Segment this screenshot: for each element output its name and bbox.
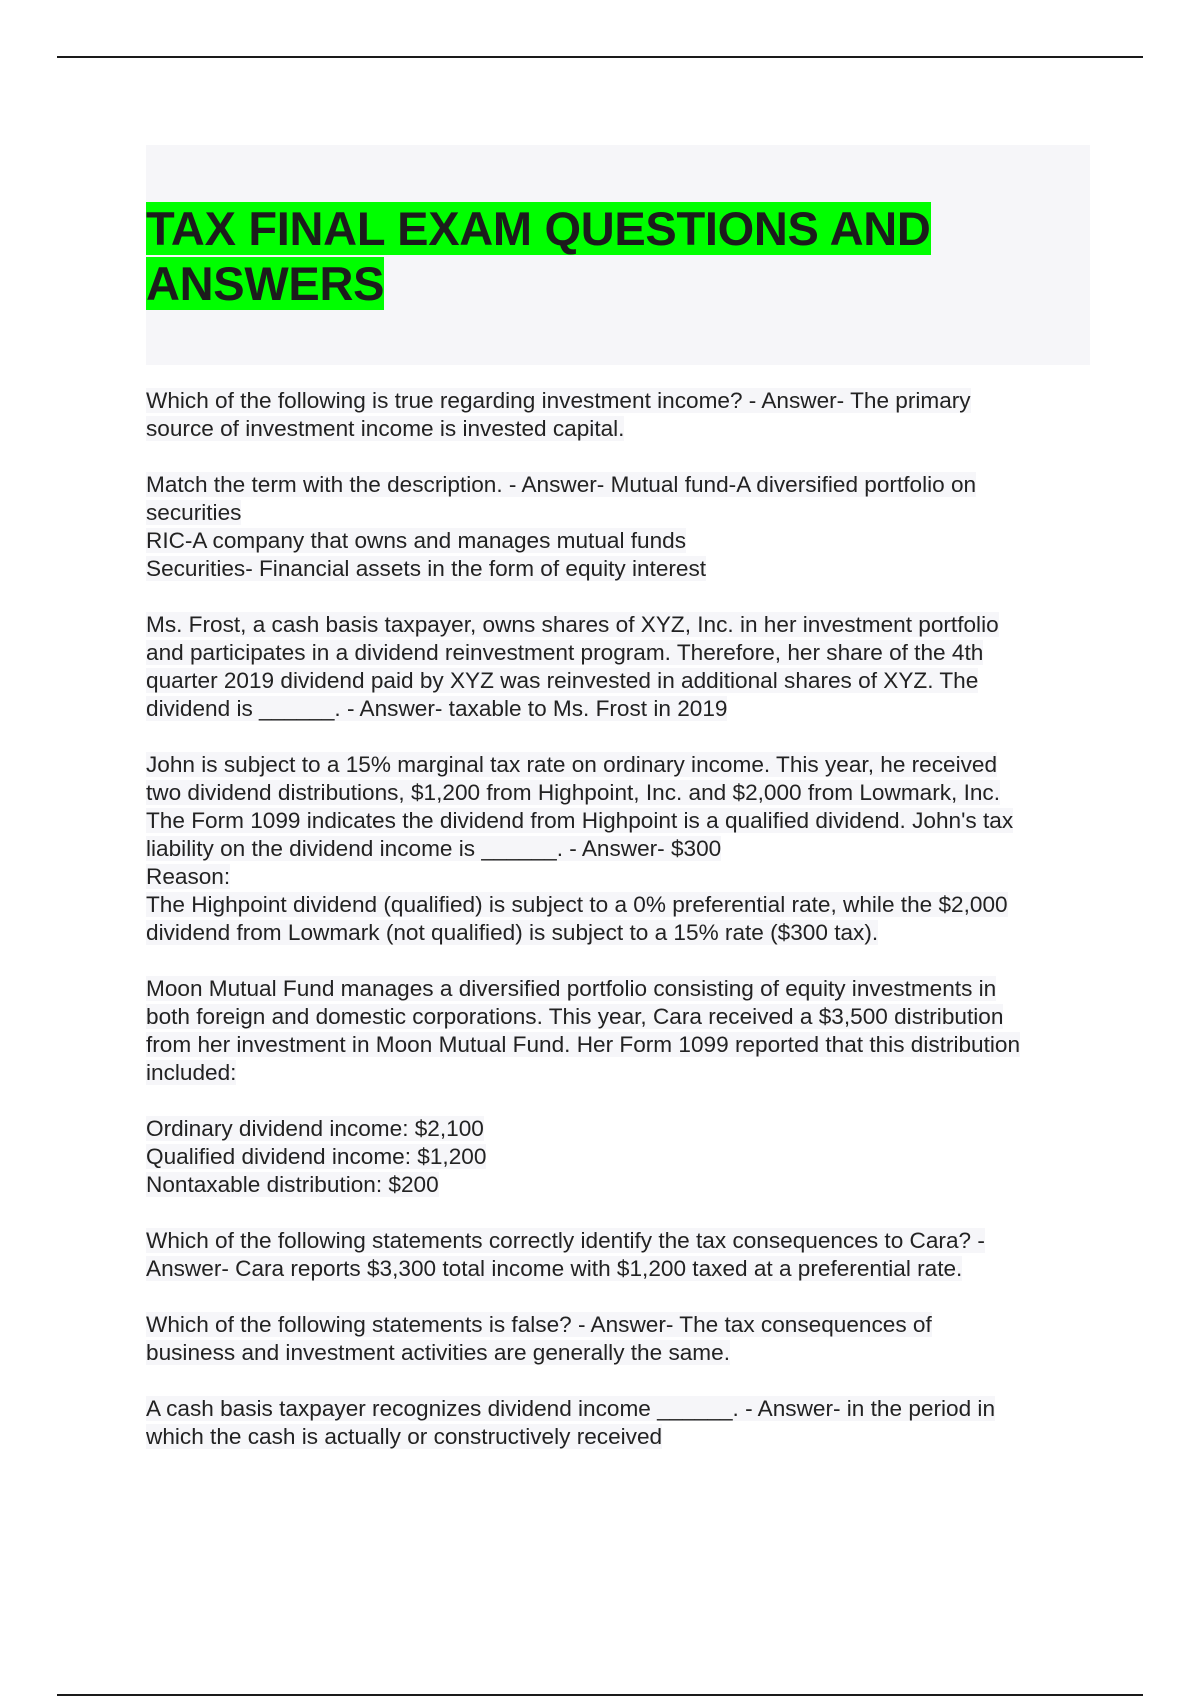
qa-line [146,1395,1090,1423]
qa-line [146,779,1090,807]
qa-line [146,919,1090,947]
qa-entry [146,975,1090,1283]
qa-line-text: Match the term with the description. - Answer- Mutual fund-A diversified portfolio on [146,472,977,497]
qa-line [146,639,1090,667]
qa-line-text: Nontaxable distribution: $200 [146,1172,439,1197]
qa-line [146,1227,1090,1255]
qa-line-text: Moon Mutual Fund manages a diversified portfolio consisting of equity investments in [146,976,997,1001]
qa-line-text: two dividend distributions, $1,200 from Highpoint, Inc. and $2,000 from Lowmark, Inc. [146,780,1000,805]
top-rule [57,56,1143,58]
qa-line [146,1423,1090,1451]
qa-entry [146,611,1090,723]
qa-line-text: Which of the following statements correctly identify the tax consequences to Cara? - [146,1228,985,1253]
qa-line [146,527,1090,555]
qa-line [146,891,1090,919]
qa-line-text: securities [146,500,242,525]
qa-entry [146,1311,1090,1367]
qa-line [146,611,1090,639]
qa-line [146,1003,1090,1031]
qa-entry [146,471,1090,583]
qa-entry [146,1395,1090,1451]
qa-line [146,1143,1090,1171]
qa-line-text: Which of the following is true regarding investment income? - Answer- The primary [146,388,971,413]
qa-line [146,975,1090,1003]
qa-line-text: which the cash is actually or constructively received [146,1424,663,1449]
qa-line-text: Ordinary dividend income: $2,100 [146,1116,484,1141]
title-band [146,145,1090,365]
qa-line-text: business and investment activities are generally the same. [146,1340,730,1365]
qa-line-text: and participates in a dividend reinvestment program. Therefore, her share of the 4th [146,640,984,665]
qa-line-text: Qualified dividend income: $1,200 [146,1144,487,1169]
qa-line-text: both foreign and domestic corporations. This year, Cara received a $3,500 distribution [146,1004,1004,1029]
qa-line [146,807,1090,835]
qa-line-text: Which of the following statements is false? - Answer- The tax consequences of [146,1312,932,1337]
qa-entry [146,387,1090,443]
qa-line-text: dividend from Lowmark (not qualified) is subject to a 15% rate ($300 tax). [146,920,879,945]
bottom-rule [57,1694,1143,1696]
qa-line [146,415,1090,443]
qa-line-text: The Highpoint dividend (qualified) is subject to a 0% preferential rate, while the $2,000 [146,892,1008,917]
qa-line-text: Reason: [146,864,231,889]
qa-line [146,555,1090,583]
paragraph-gap [146,1087,1090,1115]
qa-line [146,1171,1090,1199]
qa-line-text: Securities- Financial assets in the form of equity interest [146,556,707,581]
qa-line [146,387,1090,415]
qa-line-text: source of investment income is invested capital. [146,416,625,441]
qa-line-text: Ms. Frost, a cash basis taxpayer, owns shares of XYZ, Inc. in her investment portfolio [146,612,999,637]
qa-entry [146,751,1090,947]
qa-line-text: John is subject to a 15% marginal tax rate on ordinary income. This year, he received [146,752,998,777]
qa-line-text: dividend is ______. - Answer- taxable to Ms. Frost in 2019 [146,696,728,721]
qa-line-text: RIC-A company that owns and manages mutual funds [146,528,687,553]
document-title: TAX FINAL EXAM QUESTIONS AND ANSWERS [146,202,931,310]
qa-line [146,1059,1090,1087]
qa-line-text: The Form 1099 indicates the dividend from Highpoint is a qualified dividend. John's tax [146,808,1014,833]
qa-line [146,667,1090,695]
qa-line-text: Answer- Cara reports $3,300 total income with $1,200 taxed at a preferential rate. [146,1256,963,1281]
qa-line [146,1311,1090,1339]
qa-line [146,695,1090,723]
qa-line [146,1115,1090,1143]
qa-list [146,387,1090,1451]
document-body [146,145,1090,1479]
qa-line-text: from her investment in Moon Mutual Fund. Her Form 1099 reported that this distribution [146,1032,1021,1057]
qa-line-text: liability on the dividend income is ______. - Answer- $300 [146,836,722,861]
qa-line [146,751,1090,779]
qa-line [146,863,1090,891]
qa-line [146,835,1090,863]
qa-line-text: included: [146,1060,237,1085]
qa-line [146,1031,1090,1059]
qa-line-text: A cash basis taxpayer recognizes dividend income ______. - Answer- in the period in [146,1396,996,1421]
qa-line [146,1255,1090,1283]
qa-line [146,471,1090,499]
paragraph-gap [146,1199,1090,1227]
qa-line [146,499,1090,527]
qa-line-text: quarter 2019 dividend paid by XYZ was reinvested in additional shares of XYZ. The [146,668,979,693]
qa-line [146,1339,1090,1367]
